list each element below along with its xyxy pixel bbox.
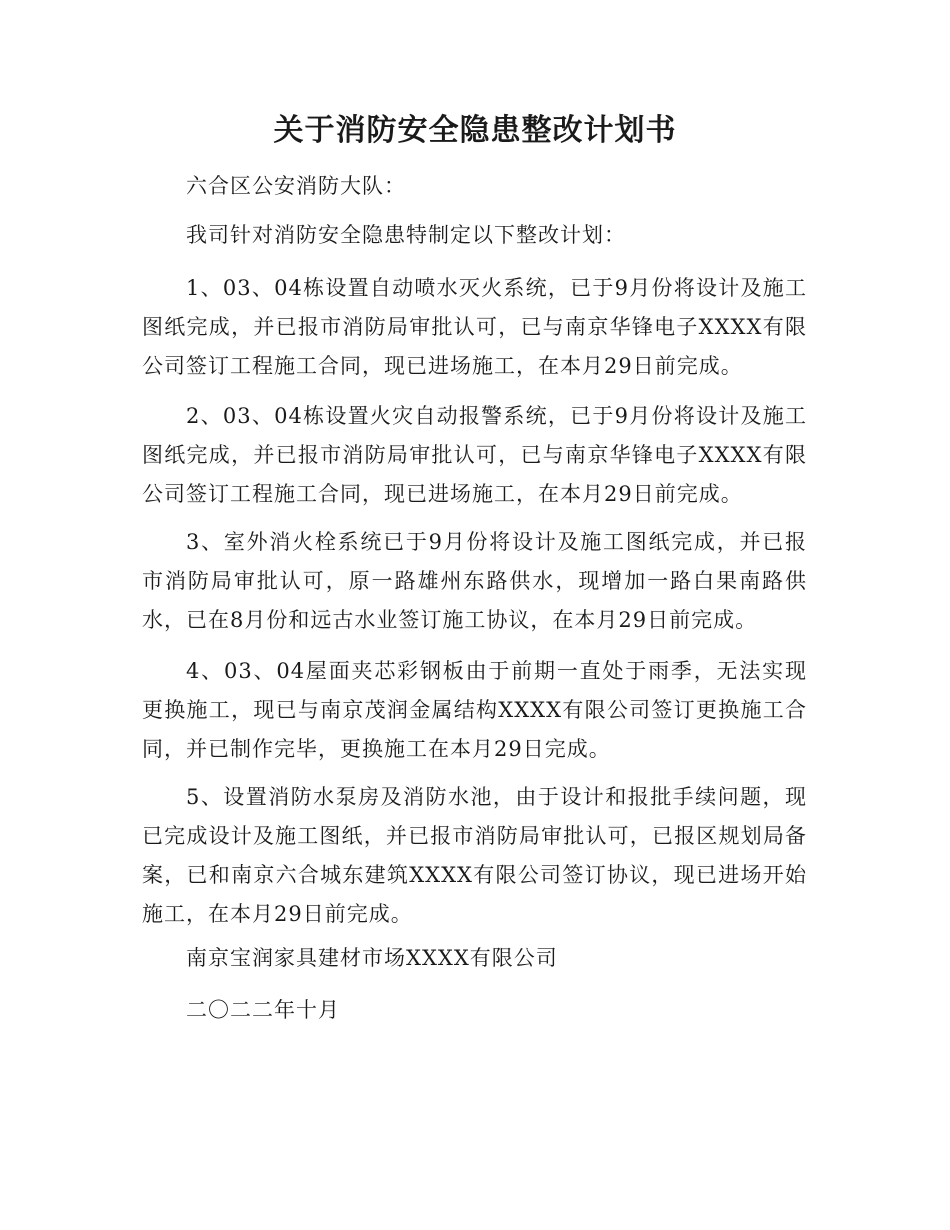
plan-item-2: 2、03、04栋设置火灾自动报警系统，已于9月份将设计及施工图纸完成，并已报市消防局审批认可，已与南京华锋电子XXXX有限公司签订工程施工合同，现已进场施工，在本月29日前完成。 xyxy=(142,404,807,506)
company-signature: 南京宝润家具建材市场XXXX有限公司 xyxy=(186,946,558,970)
plan-item-1: 1、03、04栋设置自动喷水灭火系统，已于9月份将设计及施工图纸完成，并已报市消防局审批认可，已与南京华锋电子XXXX有限公司签订工程施工合同，现已进场施工，在本月29日前完成。 xyxy=(142,276,807,378)
intro-paragraph: 我司针对消防安全隐患特制定以下整改计划： xyxy=(186,223,626,247)
plan-item-3: 3、室外消火栓系统已于9月份将设计及施工图纸完成，并已报市消防局审批认可，原一路雄州东路供水，现增加一路白果南路供水，已在8月份和远古水业签订施工协议，在本月29日前完成。 xyxy=(142,530,807,632)
plan-item-5: 5、设置消防水泵房及消防水池，由于设计和报批手续问题，现已完成设计及施工图纸，并已报市消防局审批认可，已报区规划局备案，已和南京六合城东建筑XXXX有限公司签订协议，现已进场开始施工，在本月29日前完成。 xyxy=(142,785,807,926)
plan-item-4: 4、03、04屋面夹芯彩钢板由于前期一直处于雨季，无法实现更换施工，现已与南京茂润金属结构XXXX有限公司签订更换施工合同，并已制作完毕，更换施工在本月29日完成。 xyxy=(142,659,807,761)
salutation: 六合区公安消防大队： xyxy=(186,174,406,198)
document-title: 关于消防安全隐患整改计划书 xyxy=(273,113,677,148)
document-date: 二〇二二年十月 xyxy=(186,998,340,1022)
